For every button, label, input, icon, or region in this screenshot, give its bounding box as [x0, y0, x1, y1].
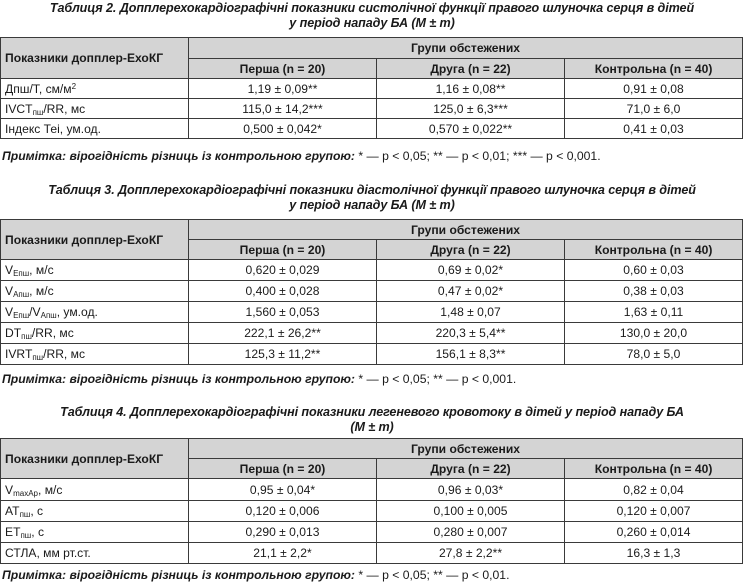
note-prefix: Примітка: вірогідність різниць із контрольною групою:: [2, 568, 355, 582]
note-values: * — р < 0,05; ** — р < 0,001.: [358, 372, 517, 386]
table2: [0, 37, 743, 139]
cell-second: 0,570 ± 0,022**: [377, 119, 565, 139]
table3: [0, 219, 743, 365]
row-label: $V_{Апш}$, м/с: [1, 281, 189, 302]
cell-second: 0,47 ± 0,02*: [377, 281, 565, 302]
table4-col-control: Контрольна (n = 40): [565, 459, 743, 479]
cell-control: 0,41 ± 0,03: [565, 119, 743, 139]
table3-title-line1: Таблиця 3. Допплерехокардіографічні показники діастолічної функції правого шлуночка серця в дітей: [48, 183, 696, 197]
cell-second: 0,69 ± 0,02*: [377, 260, 565, 281]
row-label: $DT_{пш}/RR$, мс: [1, 323, 189, 344]
cell-second: 0,96 ± 0,03*: [377, 479, 565, 501]
cell-first: 0,120 ± 0,006: [189, 501, 377, 522]
cell-control: 0,82 ± 0,04: [565, 479, 743, 501]
cell-second: 220,3 ± 5,4**: [377, 323, 565, 344]
table3-param-header: Показники допплер-ЕхоКГ: [1, 220, 189, 260]
table-row: [1, 522, 743, 543]
table2-title-line2: у період нападу БА (М ± m): [289, 16, 455, 30]
table-row: [1, 119, 743, 139]
table4-param-header: Показники допплер-ЕхоКГ: [1, 439, 189, 479]
cell-control: 0,38 ± 0,03: [565, 281, 743, 302]
row-label: $AT_{пш}$, с: [1, 501, 189, 522]
row-label: Дпш/Т, $см/м^2$: [1, 79, 189, 99]
row-label: $IVRT_{пш}/RR$, мс: [1, 344, 189, 365]
cell-first: 21,1 ± 2,2*: [189, 543, 377, 564]
cell-second: 27,8 ± 2,2**: [377, 543, 565, 564]
table-row: [1, 281, 743, 302]
cell-first: 0,400 ± 0,028: [189, 281, 377, 302]
cell-first: 0,95 ± 0,04*: [189, 479, 377, 501]
table3-header-row-1: [1, 220, 743, 240]
table4-col-first: Перша (n = 20): [189, 459, 377, 479]
table4-title-line1: Таблиця 4. Допплерехокардіографічні показники легеневого кровотоку в дітей у період нападу БА: [60, 405, 684, 419]
cell-control: 0,60 ± 0,03: [565, 260, 743, 281]
cell-control: 1,63 ± 0,11: [565, 302, 743, 323]
note-prefix: Примітка: вірогідність різниць із контрольною групою:: [2, 149, 355, 163]
row-label: $ET_{пш}$, с: [1, 522, 189, 543]
note-values: * — р < 0,05; ** — р < 0,01.: [358, 568, 510, 582]
cell-first: 0,290 ± 0,013: [189, 522, 377, 543]
cell-control: 78,0 ± 5,0: [565, 344, 743, 365]
table2-col-control: Контрольна (n = 40): [565, 59, 743, 79]
table2-header-row-1: [1, 38, 743, 59]
cell-second: 0,280 ± 0,007: [377, 522, 565, 543]
table4-col-second: Друга (n = 22): [377, 459, 565, 479]
table3-groups-header: Групи обстежених: [189, 220, 743, 240]
cell-second: 156,1 ± 8,3**: [377, 344, 565, 365]
table-row: [1, 479, 743, 501]
cell-first: 0,620 ± 0,029: [189, 260, 377, 281]
table-row: [1, 323, 743, 344]
cell-control: 16,3 ± 1,3: [565, 543, 743, 564]
table3-title: [0, 183, 744, 213]
table4-title-line2: (М ± m): [350, 420, 394, 434]
cell-first: 115,0 ± 14,2***: [189, 99, 377, 119]
table2-title-line1: Таблиця 2. Допплерехокардіографічні показники систолічної функції правого шлуночка серця в дітей: [49, 1, 695, 15]
row-label: $V_{Епш}/V_{Апш}$, ум.од.: [1, 302, 189, 323]
table-row: [1, 501, 743, 522]
cell-second: 0,100 ± 0,005: [377, 501, 565, 522]
table2-note: [2, 149, 742, 163]
cell-control: 0,260 ± 0,014: [565, 522, 743, 543]
row-label: СТЛА, мм рт.ст.: [1, 543, 189, 564]
table-row: [1, 344, 743, 365]
table2-groups-header: Групи обстежених: [189, 38, 743, 59]
row-label: $V_{Епш}$, м/с: [1, 260, 189, 281]
cell-control: 71,0 ± 6,0: [565, 99, 743, 119]
table2-col-second: Друга (n = 22): [377, 59, 565, 79]
cell-second: 125,0 ± 6,3***: [377, 99, 565, 119]
table4-groups-header: Групи обстежених: [189, 439, 743, 459]
table-row: [1, 260, 743, 281]
cell-first: 1,19 ± 0,09**: [189, 79, 377, 99]
table3-col-control: Контрольна (n = 40): [565, 240, 743, 260]
cell-first: 1,560 ± 0,053: [189, 302, 377, 323]
table4-header-row-1: [1, 439, 743, 459]
table-row: [1, 543, 743, 564]
cell-first: 0,500 ± 0,042*: [189, 119, 377, 139]
table3-note: [2, 372, 742, 386]
cell-second: 1,48 ± 0,07: [377, 302, 565, 323]
table2-param-header: Показники допплер-ЕхоКГ: [1, 38, 189, 79]
table3-col-second: Друга (n = 22): [377, 240, 565, 260]
cell-control: 0,91 ± 0,08: [565, 79, 743, 99]
row-label: $IVCT_{пш}/RR$, мс: [1, 99, 189, 119]
note-values: * — р < 0,05; ** — р < 0,01; *** — р < 0,001.: [358, 149, 601, 163]
cell-first: 222,1 ± 26,2**: [189, 323, 377, 344]
table2-title: [0, 1, 744, 31]
table4-title: [0, 405, 744, 435]
row-label: Індекс Теі, ум.од.: [1, 119, 189, 139]
cell-control: 130,0 ± 20,0: [565, 323, 743, 344]
table3-col-first: Перша (n = 20): [189, 240, 377, 260]
table3-title-line2: у період нападу БА (М ± m): [289, 198, 455, 212]
cell-control: 0,120 ± 0,007: [565, 501, 743, 522]
table-row: [1, 99, 743, 119]
cell-second: 1,16 ± 0,08**: [377, 79, 565, 99]
table4: [0, 438, 743, 564]
cell-first: 125,3 ± 11,2**: [189, 344, 377, 365]
table-row: [1, 79, 743, 99]
table2-col-first: Перша (n = 20): [189, 59, 377, 79]
row-label: $V_{maxAp}$, м/с: [1, 479, 189, 501]
table4-note: [2, 568, 742, 582]
note-prefix: Примітка: вірогідність різниць із контрольною групою:: [2, 372, 355, 386]
table-row: [1, 302, 743, 323]
